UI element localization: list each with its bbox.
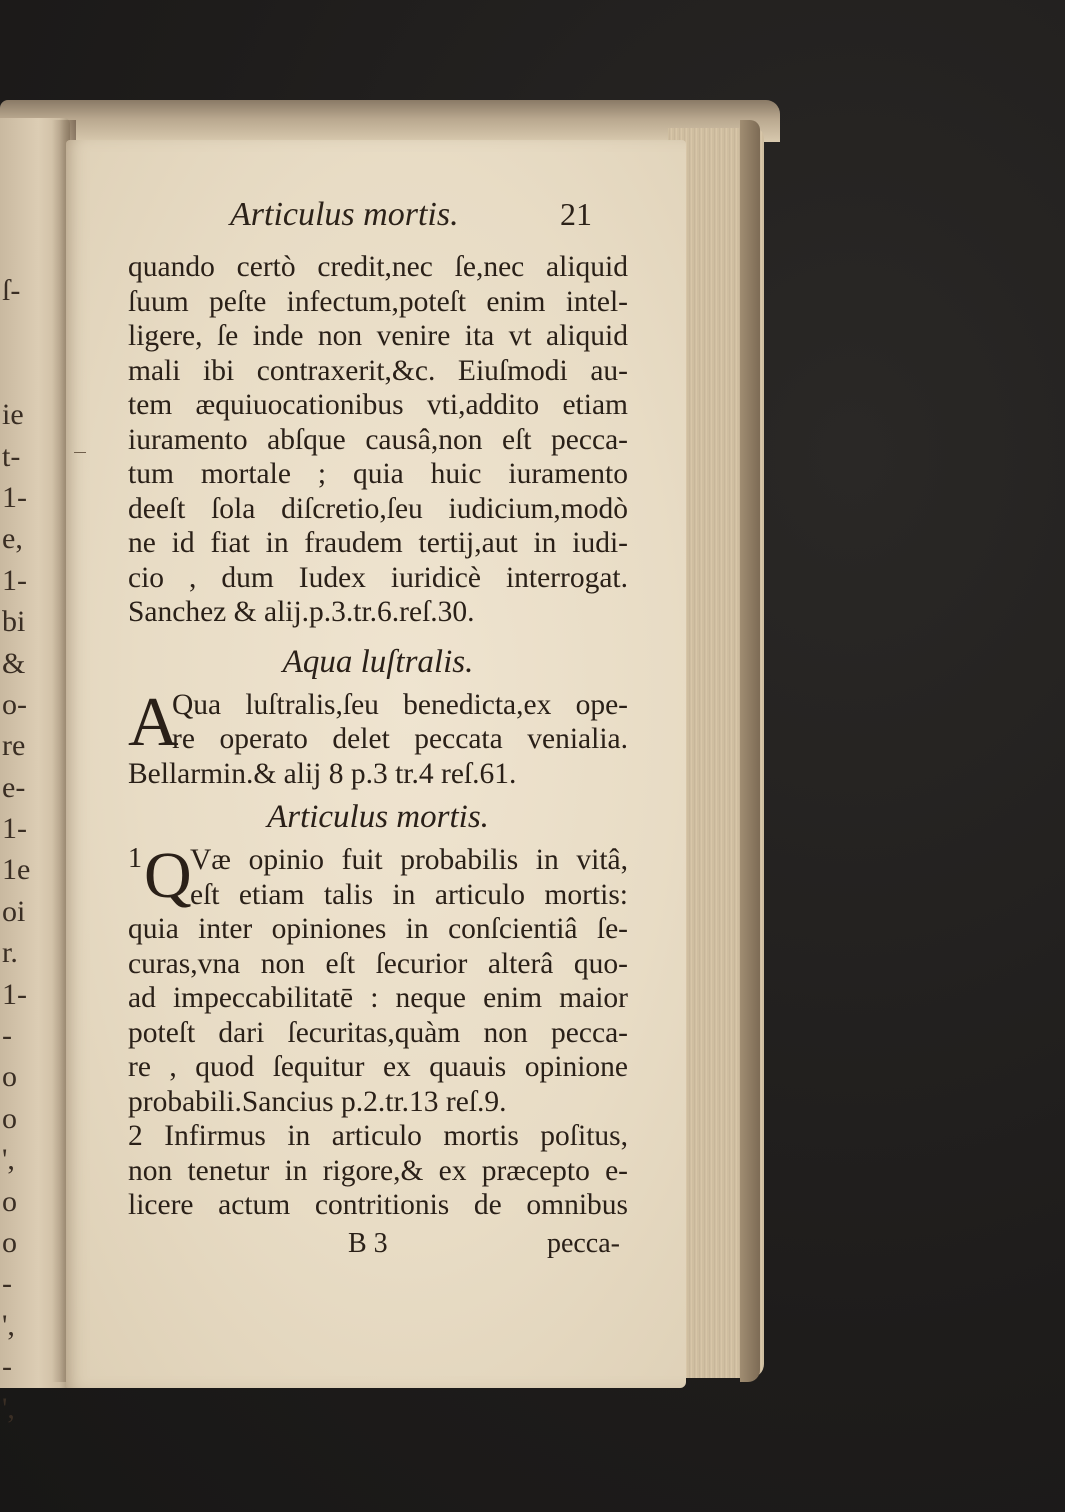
text-line: iuramento abſque causâ,non eſt pecca-	[128, 423, 628, 456]
drop-cap: A	[128, 683, 179, 761]
left-page-fragment: 1-	[2, 480, 27, 514]
left-page-fragment: t-	[2, 439, 21, 473]
text-line: tem æquiuocationibus vti,addito etiam	[128, 389, 628, 421]
text-line: eſt etiam talis in articulo mortis:	[190, 878, 628, 911]
text-line: Væ opinio fuit probabilis in vitâ,	[190, 844, 628, 876]
section-aqua-text	[128, 683, 628, 792]
text-line: ad impeccabilitatē : neque enim maior	[128, 982, 628, 1014]
catchword: pecca-	[546, 1228, 620, 1259]
fore-edge-cover	[740, 120, 760, 1382]
text-line: re operato delet peccata venialia.	[172, 723, 628, 755]
text-line: quando certò credit,nec ſe,nec aliquid	[128, 251, 628, 283]
left-page-fragment: 1e	[2, 853, 31, 887]
text-line: licere actum contritionis de omnibus	[128, 1189, 628, 1221]
left-page-fragment: o	[2, 1101, 17, 1135]
left-page-fragment: 1-	[2, 812, 27, 846]
left-page-fragment: o	[2, 1060, 17, 1094]
text-line: curas,vna non eſt ſecurior alterâ quo-	[128, 947, 628, 980]
text-line: ne id fiat in fraudem tertij,aut in iudi-	[128, 527, 628, 559]
book-top-edge	[0, 100, 780, 142]
left-page-fragment: o	[2, 1225, 17, 1259]
text-line: ſuum peſte infectum,poteſt enim intel-	[128, 285, 628, 318]
text-line: quia inter opiniones in conſcientiâ ſe-	[128, 913, 628, 945]
page-number: 21	[560, 196, 592, 232]
text-line: 2 Infirmus in articulo mortis poſitus,	[128, 1120, 628, 1152]
running-head	[230, 196, 630, 234]
item-2	[128, 1119, 628, 1223]
paragraph-1	[128, 250, 628, 630]
gutter-mark	[74, 452, 86, 453]
left-page-fragment: 1-	[2, 563, 27, 597]
section-heading-aqua: Aqua luſtralis.	[282, 643, 474, 680]
text-line: ligere, ſe inde non venire ita vt aliquid	[128, 320, 628, 352]
drop-cap: Q	[144, 839, 192, 912]
text-line: non tenetur in rigore,& ex præcepto e-	[128, 1154, 628, 1187]
left-page-fragment: &	[2, 646, 26, 680]
text-line: tum mortale ; quia huic iuramento	[128, 458, 628, 490]
text-line: probabili.Sancius p.2.tr.13 reſ.9.	[128, 1085, 507, 1118]
left-page-fragment: ',	[2, 1308, 15, 1342]
text-line: cio , dum Iudex iuridicè interrogat.	[128, 561, 628, 594]
text-line: poteſt dari ſecuritas,quàm non pecca-	[128, 1016, 628, 1049]
left-page-fragment: o	[2, 1184, 17, 1218]
left-page-fragment: o-	[2, 687, 27, 721]
left-page-fragment: -	[2, 1267, 12, 1301]
page-footer	[128, 1228, 624, 1264]
left-page-fragment: ie	[2, 398, 24, 432]
item-1	[128, 839, 628, 1119]
left-page-fragment: -	[2, 1350, 12, 1384]
left-page-fragment: -	[2, 1019, 12, 1053]
left-page-fragment: 1-	[2, 977, 27, 1011]
signature-mark: B 3	[348, 1228, 388, 1259]
left-page-fragment: oi	[2, 894, 26, 928]
text-line: Qua luſtralis,ſeu benedicta,ex ope-	[172, 688, 628, 721]
item-number: 1	[128, 843, 142, 874]
text-line: Bellarmin.& alij 8 p.3 tr.4 reſ.61.	[128, 757, 517, 790]
text-line: re , quod ſequitur ex quauis opinione	[128, 1051, 628, 1083]
left-page-fragment: ',	[2, 1143, 15, 1177]
left-page-fragment: ',	[2, 1391, 15, 1425]
left-page-fragment: bi	[2, 605, 26, 639]
page-body	[128, 250, 628, 1223]
left-page-fragment: e,	[2, 522, 23, 556]
left-page-fragment: ſ-	[2, 274, 21, 307]
text-line: deeſt ſola diſcretio,ſeu iudicium,modò	[128, 492, 628, 525]
left-page-fragment: r.	[2, 936, 18, 970]
text-line: Sanchez & alij.p.3.tr.6.reſ.30.	[128, 596, 475, 628]
section-heading-articulus: Articulus mortis.	[267, 799, 489, 835]
left-page-fragment: re	[2, 729, 26, 763]
text-line: mali ibi contraxerit,&c. Eiuſmodi au-	[128, 354, 628, 387]
running-head-title: Articulus mortis.	[230, 196, 459, 233]
left-page-fragment: e-	[2, 770, 26, 804]
